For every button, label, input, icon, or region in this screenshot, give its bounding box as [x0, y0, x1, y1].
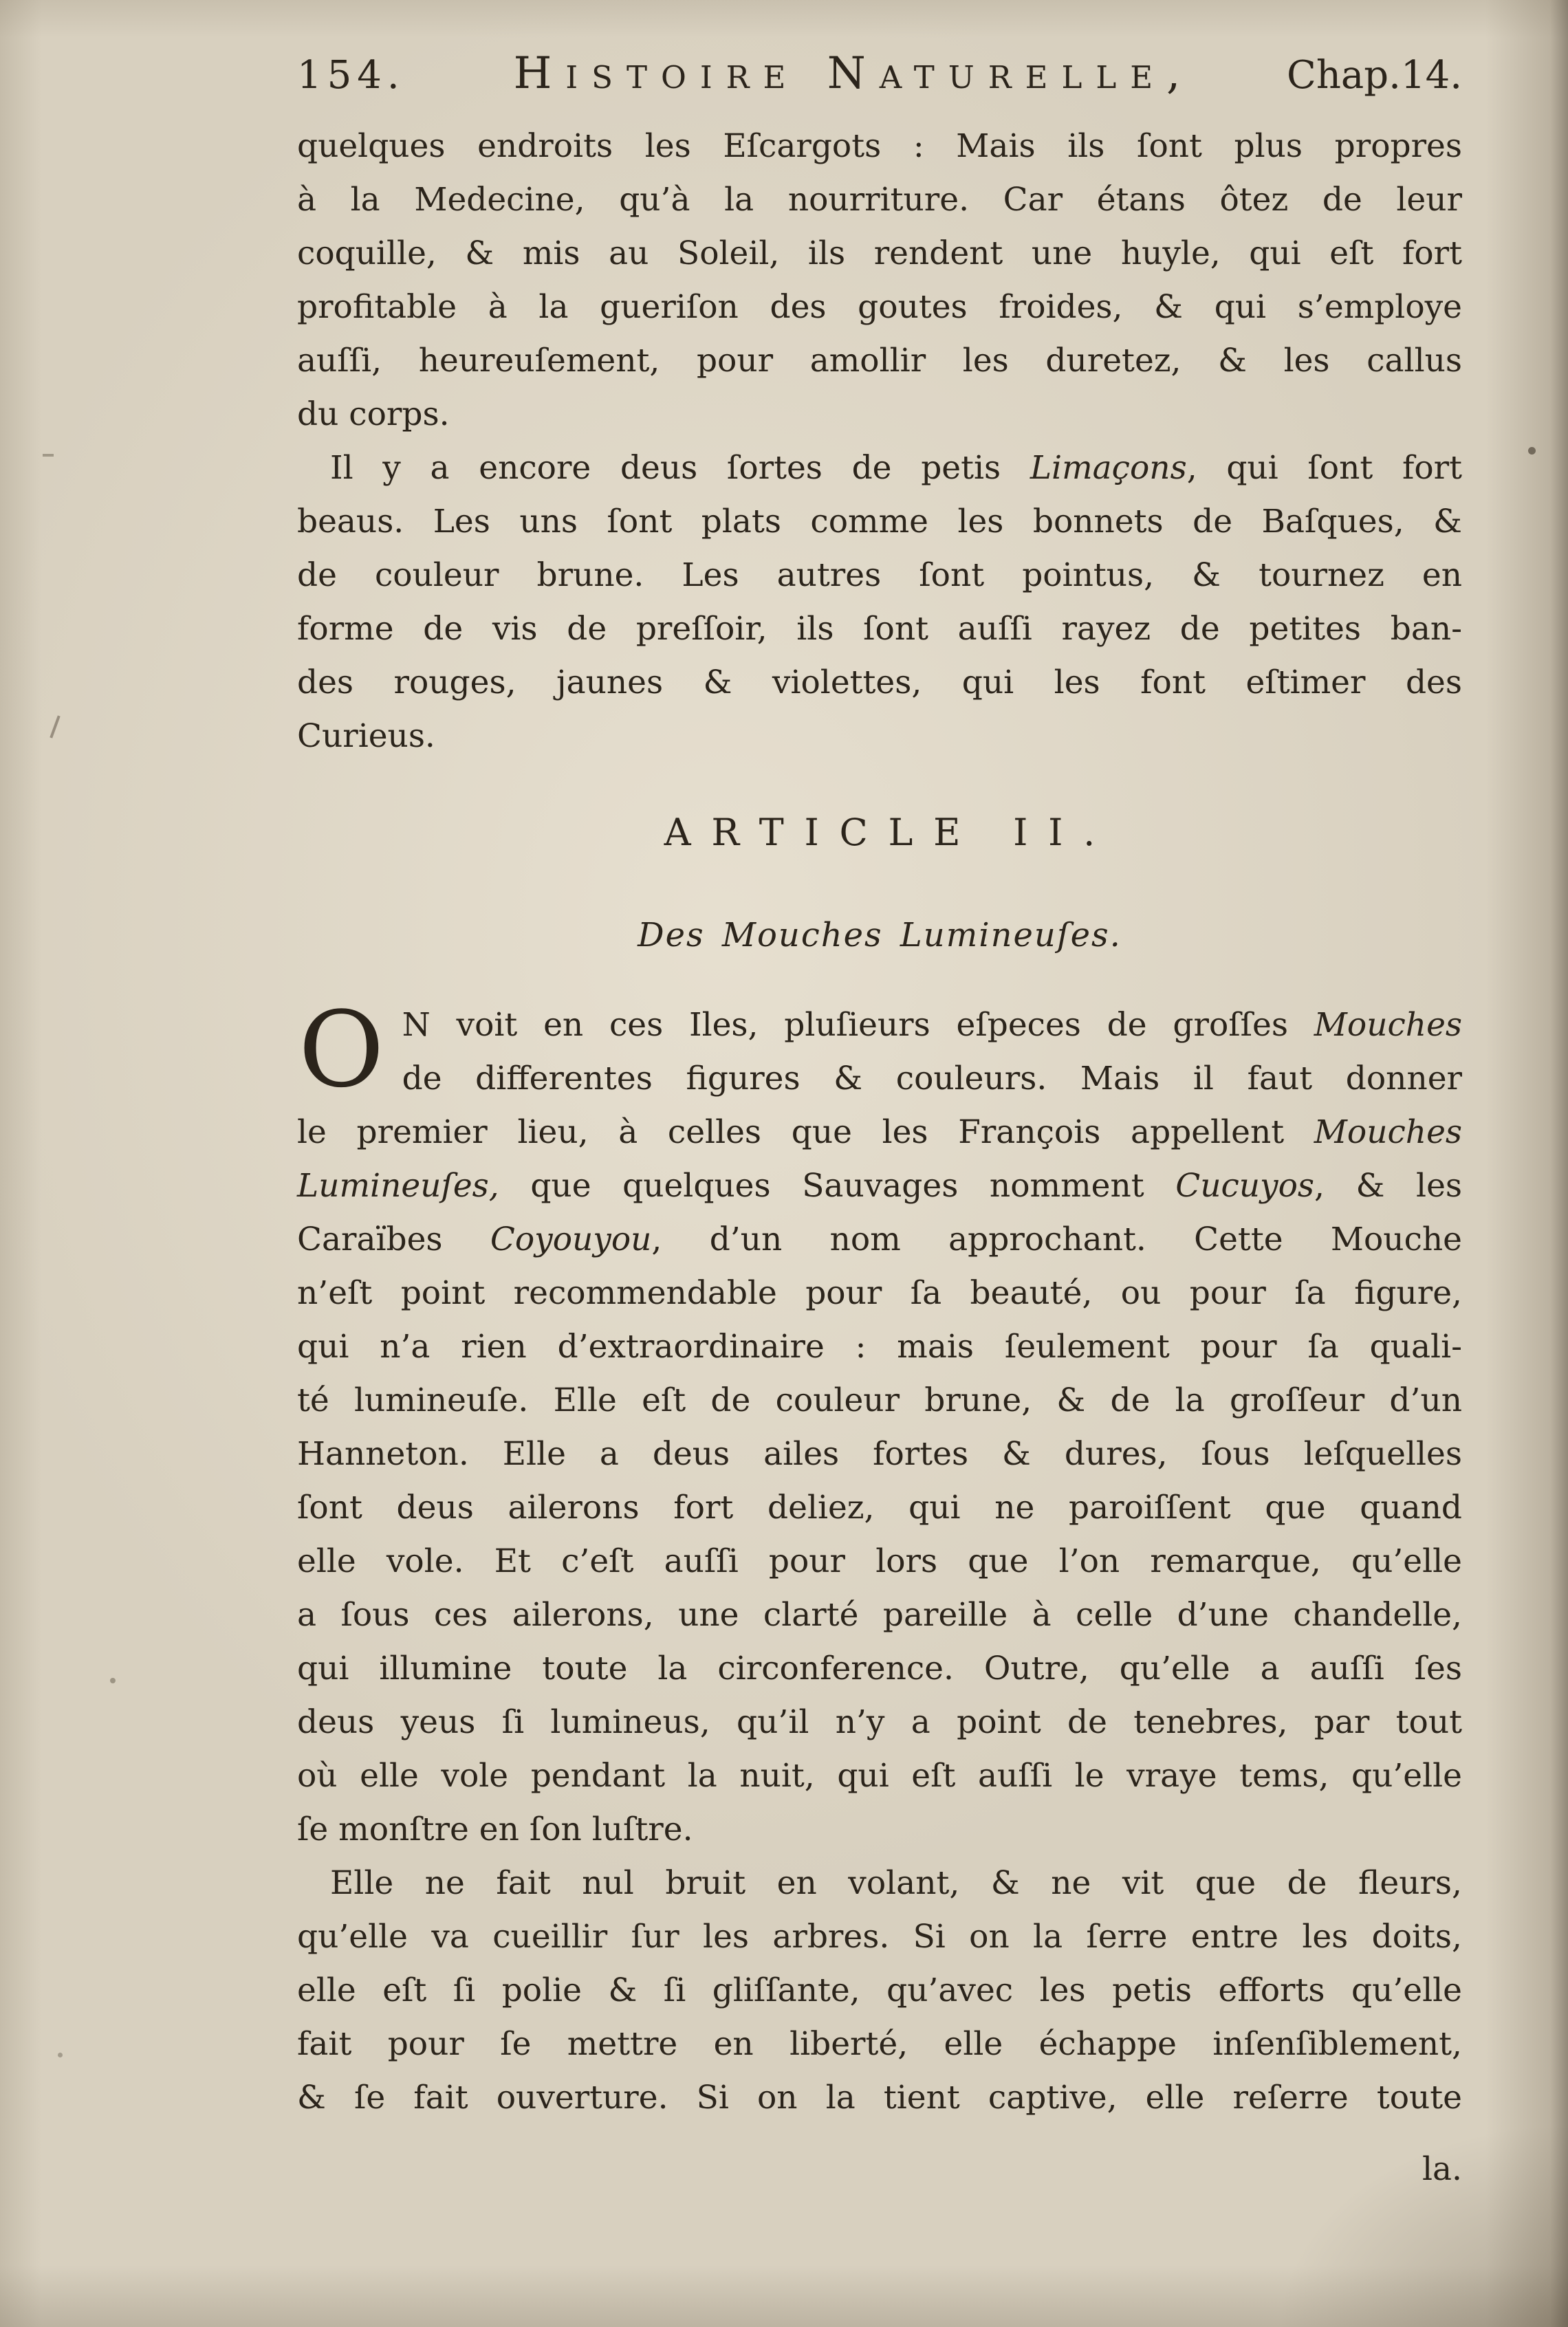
text-line	[297, 120, 1462, 173]
text-run: elle vole. Et c’eſt auſſi pour lors que l’on remarque, qu’elle	[297, 1542, 1462, 1580]
text-run: de differentes figures & couleurs. Mais il faut donner	[402, 1060, 1462, 1097]
text-line	[297, 1535, 1462, 1588]
text-run: auſſi, heureuſement, pour amollir les duretez, & les callus	[297, 342, 1462, 380]
page-header	[297, 48, 1462, 99]
text-line	[297, 227, 1462, 281]
text-run: a ſous ces ailerons, une clarté pareille à celle d’une chandelle,	[297, 1596, 1462, 1634]
text-line	[297, 1213, 1462, 1267]
ink-speck	[58, 2053, 63, 2057]
text-run: ſont deus ailerons fort deliez, qui ne paroiſſent que quand	[297, 1489, 1462, 1527]
italic-term: Mouches	[1314, 1113, 1462, 1151]
text-line	[297, 1320, 1462, 1374]
text-line	[297, 1588, 1462, 1642]
text-run: qui n’a rien d’extraordinaire : mais ſeulement pour ſa quali-	[297, 1328, 1462, 1366]
text-line	[297, 1159, 1462, 1213]
text-run: Caraïbes	[297, 1221, 490, 1258]
text-run: où elle vole pendant la nuit, qui eſt auſſi le vraye tems, qu’elle	[297, 1757, 1462, 1795]
text-line	[297, 495, 1462, 549]
text-run: Hanneton. Elle a deus ailes fortes & dures, ſous leſquelles	[297, 1435, 1462, 1473]
page-number: 154.	[297, 53, 405, 98]
text-run: à la Medecine, qu’à la nourriture. Car étans ôtez de leur	[297, 181, 1462, 219]
text-line	[297, 1857, 1462, 1910]
text-line	[297, 2071, 1462, 2125]
text-run: n’eſt point recommendable pour ſa beauté, ou pour ſa figure,	[297, 1274, 1462, 1312]
text-line	[297, 281, 1462, 334]
text-run: Curieus.	[297, 717, 435, 755]
text-line	[297, 2018, 1462, 2071]
running-title: Histoire Naturelle,	[513, 48, 1195, 99]
italic-term: Lumineuſes,	[297, 1167, 499, 1205]
text-run: le premier lieu, à celles que les François appellent	[297, 1113, 1314, 1151]
text-line	[297, 1696, 1462, 1749]
text-line	[297, 1910, 1462, 1964]
text-run: profitable à la gueriſon des goutes froides, & qui s’employe	[297, 288, 1462, 326]
text-line	[297, 441, 1462, 495]
text-line	[297, 1428, 1462, 1481]
chapter-label: Chap.14.	[1286, 53, 1462, 98]
italic-term: Limaçons	[1030, 449, 1187, 487]
text-run: forme de vis de preſſoir, ils ſont auſſi rayez de petites ban-	[297, 610, 1462, 648]
text-run: de couleur brune. Les autres ſont pointus, & tournez en	[297, 556, 1462, 594]
page-content	[297, 48, 1462, 2196]
text-run: elle eſt ſi polie & ſi gliſſante, qu’avec les petis efforts qu’elle	[297, 1971, 1462, 2009]
article-subheading: Des Mouches Lumineuſes.	[638, 916, 1122, 954]
catchword: la.	[1422, 2150, 1462, 2188]
text-line	[297, 1106, 1462, 1159]
text-line	[297, 1964, 1462, 2018]
paragraph-mouche-vol	[297, 1857, 1462, 2125]
text-run: des rouges, jaunes & violettes, qui les font eſtimer des	[297, 664, 1462, 701]
italic-term: Cucuyos	[1175, 1167, 1315, 1205]
text-run: beaus. Les uns ſont plats comme les bonnets de Baſques, &	[297, 503, 1462, 540]
ink-speck	[110, 1678, 116, 1683]
paragraph-limacons	[297, 441, 1462, 763]
text-run: deus yeus ſi lumineus, qu’il n’y a point de tenebres, par tout	[297, 1703, 1462, 1741]
ink-speck	[1528, 447, 1536, 455]
paragraph-mouches-lumineuses	[297, 989, 1463, 1857]
text-line	[297, 602, 1462, 656]
text-run: qu’elle va cueillir ſur les arbres. Si on la ſerre entre les doits,	[297, 1918, 1462, 1956]
text-run: du corps.	[297, 395, 450, 433]
text-line	[297, 549, 1462, 602]
ink-speck	[50, 715, 60, 738]
text-line	[297, 1749, 1462, 1803]
article-heading: ARTICLE II.	[664, 811, 1116, 854]
text-run: ſe monſtre en ſon luſtre.	[297, 1811, 693, 1848]
text-run: & ſe fait ouverture. Si on la tient captive, elle reſerre toute	[297, 2079, 1462, 2117]
text-run: qui illumine toute la circonference. Outre, qu’elle a auſſi ſes	[297, 1650, 1462, 1687]
ink-speck	[43, 454, 54, 457]
italic-term: Coyouyou	[490, 1221, 652, 1258]
text-line	[297, 1481, 1462, 1535]
text-line	[297, 998, 1462, 1052]
text-run: N voit en ces Iles, pluſieurs eſpeces de groſſes	[402, 1006, 1314, 1044]
text-line	[297, 710, 1462, 763]
text-line	[297, 1052, 1462, 1106]
text-line	[297, 1374, 1462, 1428]
text-line	[297, 1267, 1462, 1320]
text-run: que quelques Sauvages nomment	[499, 1167, 1176, 1205]
text-line	[297, 1642, 1462, 1696]
text-line	[297, 388, 1462, 441]
text-run: Il y a encore deus ſortes de petis	[330, 449, 1030, 487]
text-line	[297, 656, 1462, 710]
text-run: té lumineuſe. Elle eſt de couleur brune, & de la groſſeur d’un	[297, 1381, 1462, 1419]
text-run: , qui ſont fort	[1186, 449, 1462, 487]
text-run: quelques endroits les Eſcargots : Mais ils ſont plus propres	[297, 127, 1462, 165]
italic-term: Mouches	[1314, 1006, 1462, 1044]
text-run: coquille, & mis au Soleil, ils rendent une huyle, qui eſt fort	[297, 234, 1462, 272]
text-run: fait pour ſe mettre en liberté, elle échappe inſenſiblement,	[297, 2025, 1462, 2063]
text-run: Elle ne fait nul bruit en volant, & ne vit que de fleurs,	[330, 1864, 1462, 1902]
text-line	[297, 1803, 1462, 1857]
text-run: , d’un nom approchant. Cette Mouche	[651, 1221, 1462, 1258]
text-line	[297, 334, 1462, 388]
paragraph-escargots	[297, 120, 1462, 441]
drop-cap: O	[298, 989, 384, 1111]
text-run: , & les	[1314, 1167, 1463, 1205]
text-line	[297, 173, 1462, 227]
